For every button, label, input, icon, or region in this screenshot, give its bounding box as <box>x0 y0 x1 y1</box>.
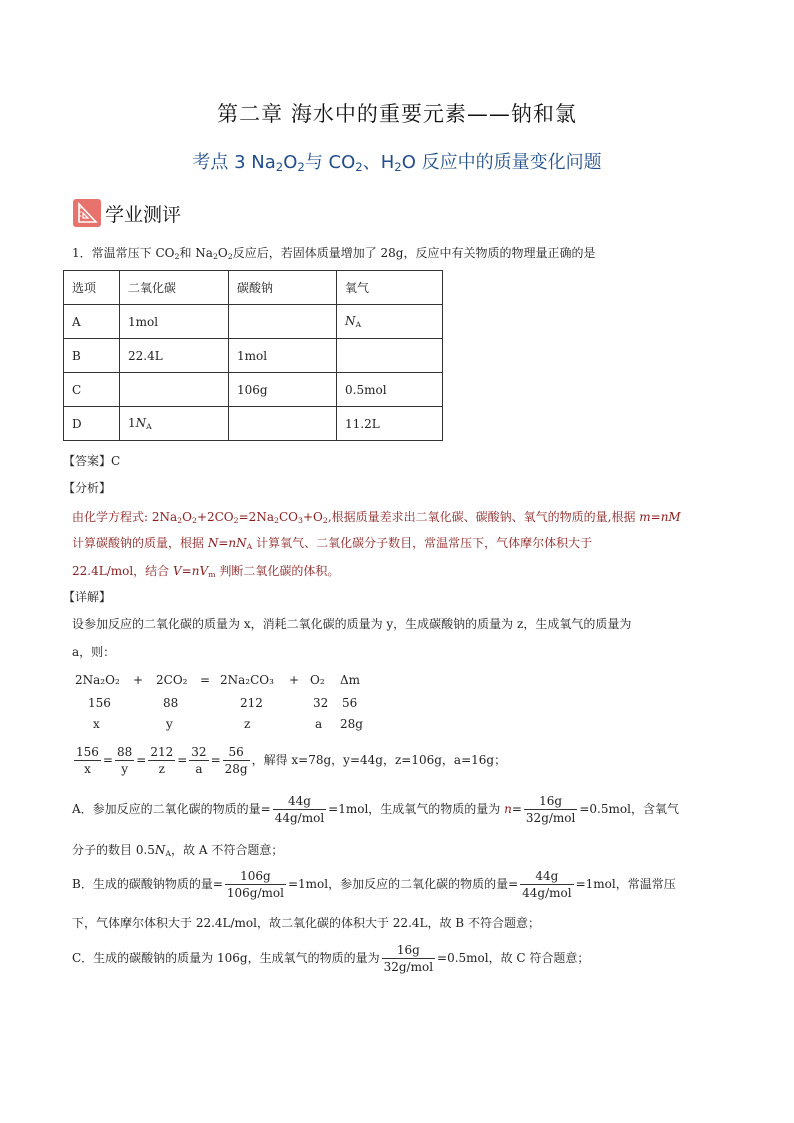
analysis-line-3 <box>72 562 339 579</box>
subscript: 2 <box>174 251 180 261</box>
table-header-cell: 碳酸钠 <box>229 271 337 305</box>
answer-value: C <box>111 454 121 468</box>
subscript: 2 <box>322 515 328 525</box>
numerator: 106g <box>225 868 286 885</box>
denominator: 32g/mol <box>525 811 576 825</box>
eq-variable: z <box>244 717 251 731</box>
question-stem <box>72 244 596 261</box>
subtitle-text: 考点 3 Na <box>192 152 276 173</box>
subscript: A <box>355 319 362 329</box>
detail-text: =0.5mol，故 C 符合题意； <box>437 951 590 965</box>
numerator: 44g <box>273 793 326 810</box>
page-title: 第二章 海水中的重要元素——钠和氯 <box>217 102 577 126</box>
avogadro-symbol: N <box>154 843 166 857</box>
analysis-text: ,根据质量差求出二氧化碳、碳酸钠、氧气的物质的量,根据 <box>327 510 640 524</box>
numerator: 88 <box>116 745 133 759</box>
analysis-text: =2Na <box>238 510 274 524</box>
subscript: 3 <box>297 515 303 525</box>
detail-text: = <box>511 802 522 816</box>
fraction <box>273 793 326 826</box>
table-cell: D <box>64 407 120 441</box>
fraction <box>520 868 573 901</box>
question-text: 反应后，若固体质量增加了 28g，反应中有关物质的物理量正确的是 <box>232 246 596 260</box>
eq-term: Δm <box>340 673 361 687</box>
table-cell: A <box>64 305 120 339</box>
question-text: 1．常温常压下 CO <box>72 246 175 260</box>
fraction <box>524 793 577 826</box>
detail-text: =0.5mol，含氧气 <box>579 802 679 816</box>
subscript: 2 <box>297 159 305 174</box>
detail-text: B．生成的碳酸钠物质的量= <box>72 877 223 891</box>
eq-operator: + <box>133 673 144 687</box>
numerator: 16g <box>524 793 577 810</box>
denominator: y <box>121 762 128 776</box>
subscript: 2 <box>227 251 233 261</box>
eq-value: 32 <box>313 696 329 710</box>
analysis-text: 22.4L/mol，结合 <box>72 564 173 578</box>
denominator: 44g/mol <box>274 811 325 825</box>
eq-term: 2CO₂ <box>156 673 188 687</box>
analysis-line-2 <box>72 534 592 551</box>
proportion-line <box>72 744 506 777</box>
detail-text: C．生成的碳酸钠的质量为 106g，生成氧气的物质的量为 <box>72 951 380 965</box>
table-cell <box>120 407 229 441</box>
subscript: A <box>246 541 253 551</box>
eq-variable: x <box>93 717 100 731</box>
detail-line-1: 设参加反应的二氧化碳的质量为 x，消耗二氧化碳的质量为 y，生成碳酸钠的质量为 z，生成氧气的质量为 <box>72 617 632 631</box>
subtitle-text: O <box>283 152 298 173</box>
formula: m=nM <box>639 510 681 524</box>
ruler-triangle-icon <box>73 199 101 227</box>
table-cell: 11.2L <box>337 407 443 441</box>
eq-variable: 28g <box>340 717 363 731</box>
detail-text: 分子的数目 0.5 <box>72 843 155 857</box>
analysis-text: +O <box>302 510 323 524</box>
detail-label: 【详解】 <box>63 590 112 604</box>
eq-term: 2Na₂O₂ <box>75 673 120 687</box>
denominator: 44g/mol <box>522 886 572 900</box>
table-cell: 106g <box>229 373 337 407</box>
subscript: m <box>208 569 216 579</box>
cell-prefix: 1 <box>128 416 136 431</box>
equals-sign: = <box>102 753 113 767</box>
table-cell: B <box>64 339 120 373</box>
numerator: 156 <box>76 745 99 759</box>
table-header-row <box>64 271 443 305</box>
table-row <box>64 339 443 373</box>
formula: N=nN <box>207 536 247 550</box>
table-cell: 0.5mol <box>337 373 443 407</box>
eq-term: 2Na₂CO₃ <box>220 673 274 687</box>
fraction <box>223 744 250 777</box>
analysis-text: CO <box>278 510 298 524</box>
answer-label: 【答案】 <box>63 454 112 468</box>
analysis-text: 判断二氧化碳的体积。 <box>215 564 340 578</box>
eq-value: 56 <box>342 696 358 710</box>
subscript: 2 <box>233 515 239 525</box>
equals-sign: = <box>136 753 147 767</box>
table-cell <box>229 407 337 441</box>
analysis-line-1 <box>72 508 681 525</box>
formula: V=nV <box>173 564 209 578</box>
eq-value: 88 <box>163 696 179 710</box>
eq-operator: + <box>289 673 300 687</box>
option-b-line-1 <box>72 868 676 901</box>
avogadro-symbol: N <box>345 314 356 329</box>
detail-text: =1mol，参加反应的二氧化碳的物质的量= <box>287 877 519 891</box>
subscript: 2 <box>191 515 197 525</box>
section-title: 学业测评 <box>105 203 182 226</box>
table-cell <box>337 339 443 373</box>
table-header-cell: 二氧化碳 <box>120 271 229 305</box>
denominator: a <box>195 762 203 776</box>
table-row <box>64 305 443 339</box>
subscript: 2 <box>273 515 279 525</box>
formula: n <box>504 802 512 816</box>
denominator: 106g/mol <box>226 886 284 900</box>
subtitle-text: 、H <box>362 152 395 173</box>
subtitle-text: O 反应中的质量变化问题 <box>401 152 602 173</box>
detail-text: =1mol，生成氧气的物质的量为 <box>328 802 505 816</box>
denominator: x <box>84 762 91 776</box>
subscript: 2 <box>177 515 183 525</box>
analysis-text: +2CO <box>196 510 234 524</box>
denominator: 32g/mol <box>383 960 434 974</box>
subscript: A <box>165 848 172 858</box>
option-a-line-1 <box>72 793 679 826</box>
analysis-text: 计算氧气、二氧化碳分子数目，常温常压下，气体摩尔体积大于 <box>252 536 593 550</box>
numerator: 32 <box>191 745 207 759</box>
numerator: 16g <box>382 942 435 959</box>
equals-sign: = <box>210 753 221 767</box>
eq-operator: = <box>200 673 211 687</box>
equals-sign: = <box>177 753 188 767</box>
table-cell: 22.4L <box>120 339 229 373</box>
table-row <box>64 373 443 407</box>
page-subtitle <box>0 148 794 174</box>
table-cell: C <box>64 373 120 407</box>
fraction <box>189 744 208 777</box>
table-header-cell: 选项 <box>64 271 120 305</box>
question-text: O <box>217 246 228 260</box>
table-cell: 1mol <box>229 339 337 373</box>
table-header-cell: 氧气 <box>337 271 443 305</box>
detail-text: =1mol，常温常压 <box>575 877 676 891</box>
option-b-line-2: 下，气体摩尔体积大于 22.4L/mol，故二氧化碳的体积大于 22.4L，故 B 不符合题意； <box>72 916 540 930</box>
detail-line-2: a，则： <box>72 645 116 659</box>
fraction <box>382 942 435 975</box>
subscript: A <box>146 421 152 431</box>
ratio-result: ，解得 x=78g，y=44g，z=106g，a=16g； <box>251 753 507 767</box>
subscript: 2 <box>275 159 284 174</box>
detail-text: A．参加反应的二氧化碳的物质的量= <box>72 802 271 816</box>
analysis-text: 计算碳酸钠的质量，根据 <box>72 536 208 550</box>
table-cell <box>229 305 337 339</box>
eq-term: O₂ <box>310 673 325 687</box>
denominator: z <box>158 762 165 776</box>
question-text: 和 Na <box>179 246 213 260</box>
analysis-text: O <box>182 510 192 524</box>
fraction <box>225 868 286 901</box>
analysis-text: 由化学方程式: 2Na <box>72 510 178 524</box>
subscript: 2 <box>355 159 363 174</box>
eq-variable: y <box>166 717 173 731</box>
table-cell <box>337 305 443 339</box>
fraction <box>74 744 101 777</box>
eq-value: 212 <box>240 696 263 710</box>
avogadro-symbol: N <box>135 416 147 431</box>
subscript: 2 <box>394 159 402 174</box>
option-c-line <box>72 942 589 975</box>
numerator: 56 <box>223 744 250 761</box>
fraction <box>115 744 134 777</box>
option-a-line-2 <box>72 841 283 858</box>
detail-text: ，故 A 不符合题意； <box>171 843 284 857</box>
numerator: 212 <box>150 745 174 759</box>
table-cell <box>120 373 229 407</box>
denominator: 28g <box>224 762 248 776</box>
section-header <box>73 199 181 227</box>
subtitle-text: 与 CO <box>304 152 356 173</box>
eq-variable: a <box>315 717 323 731</box>
eq-value: 156 <box>88 696 111 710</box>
answer-line <box>63 452 120 469</box>
subscript: 2 <box>212 251 218 261</box>
analysis-label: 【分析】 <box>63 481 112 495</box>
table-cell: 1mol <box>120 305 229 339</box>
table-row <box>64 407 443 441</box>
numerator: 44g <box>520 868 573 885</box>
options-table <box>63 270 443 441</box>
fraction <box>148 744 175 777</box>
